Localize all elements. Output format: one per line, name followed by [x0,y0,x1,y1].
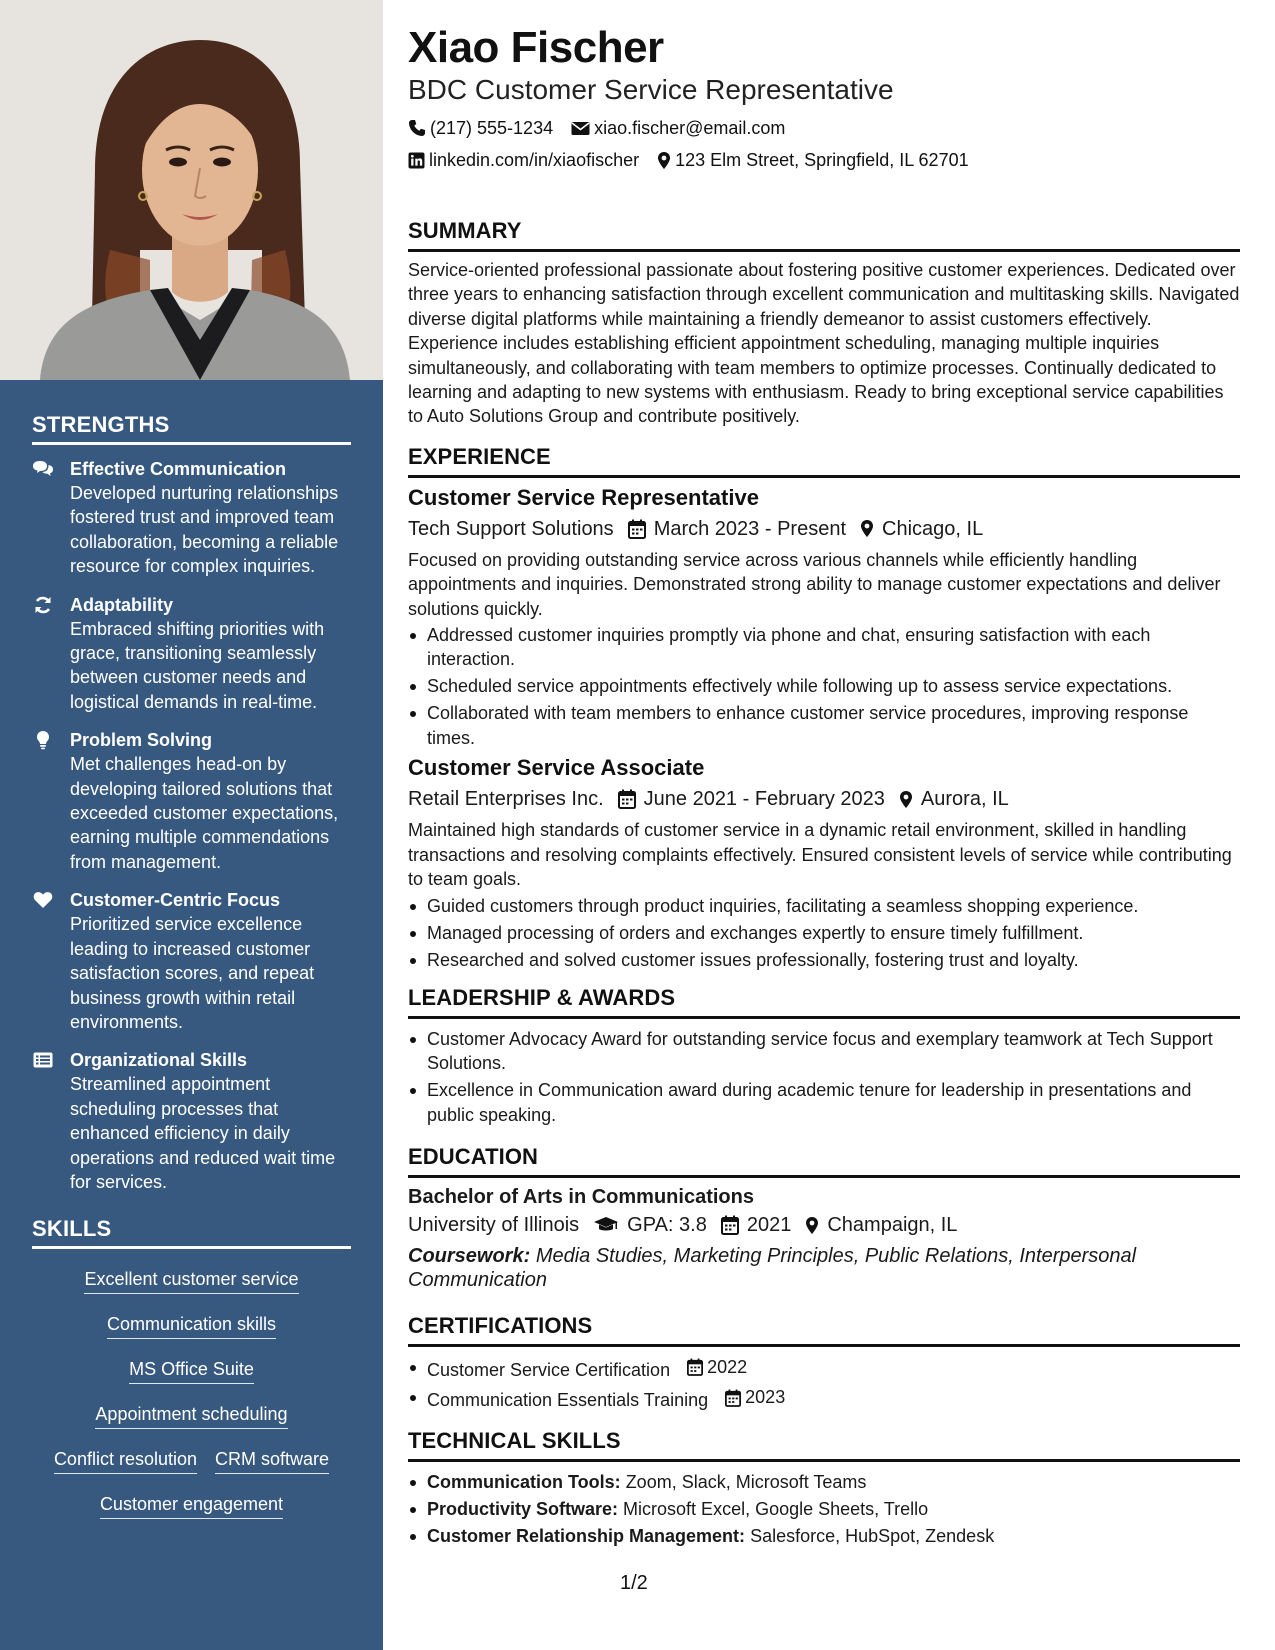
certification-date [687,1355,747,1379]
linkedin-contact[interactable] [408,149,639,171]
gpa-text: GPA: 3.8 [627,1214,707,1237]
heart-icon [32,890,54,910]
job-title-header: BDC Customer Service Representative [408,74,894,105]
graduation-year-text: 2021 [746,1214,792,1237]
email-text: xiao.fischer@email.com [594,118,786,138]
strength-text: Met challenges head-on by developing tailored solutions that exceeded customer expectations, earning multiple commendations from management. [70,754,339,872]
job-entry [408,754,1240,972]
candidate-name: Xiao Fischer [408,23,664,72]
job-location-text: Aurora, IL [920,788,1009,811]
coursework-text: Media Studies, Marketing Principles, Public Relations, Interpersonal Communication [408,1245,1137,1292]
list-item [408,1497,1240,1521]
certifications-heading: CERTIFICATIONS [408,1312,1240,1347]
experience-heading: EXPERIENCE [408,443,1240,478]
job-title: Customer Service Representative [408,484,759,510]
technical-skills-list [408,1470,1240,1548]
envelope-icon [571,121,590,136]
list-item: Managed processing of orders and exchanges expertly to ensure timely fulfillment. [408,921,1240,945]
calendar-icon [687,1358,703,1376]
job-meta [408,516,1240,542]
certifications-list [408,1355,1240,1413]
coursework [408,1244,1240,1292]
profile-photo [0,0,383,380]
list-item: Customer Advocacy Award for outstanding service focus and exemplary teamwork at Tech Support Solutions. [408,1027,1240,1076]
job-location [899,786,1009,812]
awards-heading: LEADERSHIP & AWARDS [408,984,1240,1019]
education-location-text: Champaign, IL [827,1214,958,1237]
tech-tools: Salesforce, HubSpot, Zendesk [750,1525,995,1546]
tech-tools: Microsoft Excel, Google Sheets, Trello [623,1498,929,1519]
summary-heading: SUMMARY [408,217,1240,252]
skills-list [32,1261,351,1537]
job-description: Maintained high standards of customer service in a dynamic retail environment, skilled in handling transactions and resolving complaints effectively. Ensured consistent levels of service while contributing to team goals. [408,820,1232,890]
map-marker-icon [657,151,671,170]
list-item: Collaborated with team members to enhance customer service procedures, improving response times. [408,701,1240,750]
phone-icon [408,119,426,137]
address-text: 123 Elm Street, Springfield, IL 62701 [675,150,969,170]
strength-text: Embraced shifting priorities with grace, transitioning seamlessly between customer needs and logistical demands in real-time. [70,618,325,712]
linkedin-icon [408,152,425,169]
strength-item [32,1048,351,1194]
list-item: Addressed customer inquiries promptly via phone and chat, ensuring satisfaction with each interaction. [408,623,1240,672]
job-dates [618,786,885,812]
job-entry [408,484,1240,750]
list-item: Guided customers through product inquiries, facilitating a seamless shopping experience. [408,894,1240,918]
list-item: Scheduled service appointments effectively while following up to assess service expectations. [408,674,1240,698]
job-dates-text: March 2023 - Present [653,517,847,540]
map-marker-icon [805,1216,819,1235]
tech-category: Communication Tools: [427,1471,621,1492]
phone-text: (217) 555-1234 [430,118,554,138]
calendar-icon [628,519,646,539]
certification-date [725,1385,785,1409]
strength-title: Customer-Centric Focus [70,890,281,911]
strength-text: Streamlined appointment scheduling processes that enhanced efficiency in daily operations and reduced wait time for services. [70,1074,336,1192]
map-marker-icon [860,519,874,538]
certification-year: 2022 [707,1357,748,1378]
education-location [805,1212,957,1238]
tech-category: Customer Relationship Management: [427,1525,746,1546]
job-dates-text: June 2021 - February 2023 [643,788,885,811]
list-alt-icon [32,1050,54,1070]
list-item [408,1385,1240,1413]
gpa [593,1212,707,1238]
skill-tag: Excellent customer service [84,1267,298,1294]
strength-title: Organizational Skills [70,1050,248,1071]
strength-title: Adaptability [70,594,174,615]
strength-item [32,728,351,874]
job-dates [628,516,846,542]
graduation-cap-icon [593,1216,619,1234]
skill-tag: Conflict resolution [54,1447,197,1474]
skill-tag: Communication skills [107,1312,276,1339]
phone-contact [408,117,553,139]
job-meta [408,786,1240,812]
certification-name: Communication Essentials Training [427,1390,709,1411]
strength-text: Developed nurturing relationships fostered trust and improved team collaboration, becoming a reliable resource for complex inquiries. [70,483,339,577]
address-contact [657,149,969,171]
job-location [860,516,983,542]
summary-text: Service-oriented professional passionate about fostering positive customer experiences. Dedicated over three years to enhancing satisfaction through excellent communication and multitasking skills. Navigated diverse digital platforms while maintaining a friendly demeanor to assist customers effectively. Experience includes establishing efficient appointment scheduling, managing multiple inquiries simultaneously, and collaborating with team members to optimize processes. Continually dedicated to learning and adapting to new systems with enthusiasm. Ready to bring exceptional service capabilities to Auto Solutions Group and contribute positively. [408,260,1240,427]
strengths-heading: STRENGTHS [32,412,351,445]
skills-heading: SKILLS [32,1216,351,1249]
coursework-label: Coursework: [408,1245,531,1268]
sidebar-content [32,412,351,1537]
list-item [408,1524,1240,1548]
degree-title: Bachelor of Arts in Communications [408,1186,754,1209]
education-heading: EDUCATION [408,1143,1240,1178]
linkedin-text: linkedin.com/in/xiaofischer [429,150,640,170]
strength-item [32,888,351,1034]
job-description: Focused on providing outstanding service across various channels while efficiently handling appointments and inquiries. Demonstrated strong ability to manage customer expectations and deliver solutions quickly. [408,549,1221,619]
list-item: Excellence in Communication award during academic tenure for leadership in presentations and public speaking. [408,1078,1240,1127]
strength-text: Prioritized service excellence leading to increased customer satisfaction scores, and repeat business growth within retail environments. [70,914,315,1032]
calendar-icon [721,1215,739,1235]
map-marker-icon [899,790,913,809]
contact-row [408,117,1240,139]
school: University of Illinois [408,1214,580,1237]
strength-item [32,593,351,715]
tech-category: Productivity Software: [427,1498,619,1519]
sidebar [0,0,383,1650]
skill-tag: MS Office Suite [129,1357,254,1384]
job-location-text: Chicago, IL [882,517,984,540]
strength-title: Effective Communication [70,459,287,479]
sync-icon [32,595,54,615]
technical-skills-heading: TECHNICAL SKILLS [408,1427,1240,1462]
graduation-year [721,1212,792,1238]
job-bullets [408,623,1240,750]
contact-row-2 [408,149,1240,171]
certification-year: 2023 [745,1387,786,1408]
comments-icon [32,459,54,479]
list-item: Researched and solved customer issues professionally, fostering trust and loyalty. [408,948,1240,972]
email-contact[interactable] [571,117,785,139]
calendar-icon [725,1389,741,1407]
skill-tag: Customer engagement [100,1492,283,1519]
skill-tag: Appointment scheduling [95,1402,287,1429]
company: Tech Support Solutions [408,517,614,540]
awards-list [408,1027,1240,1127]
company: Retail Enterprises Inc. [408,788,604,811]
education-meta [408,1212,1240,1238]
skill-tag: CRM software [215,1447,329,1474]
calendar-icon [618,789,636,809]
tech-tools: Zoom, Slack, Microsoft Teams [625,1471,867,1492]
job-bullets [408,894,1240,972]
list-item [408,1355,1240,1383]
job-title: Customer Service Associate [408,755,705,781]
page-number: 1/2 [620,1572,648,1594]
certification-name: Customer Service Certification [427,1360,671,1381]
list-item [408,1470,1240,1494]
strength-title: Problem Solving [70,730,213,751]
strength-item [32,457,351,579]
main-content [408,22,1240,1551]
lightbulb-icon [32,730,54,750]
